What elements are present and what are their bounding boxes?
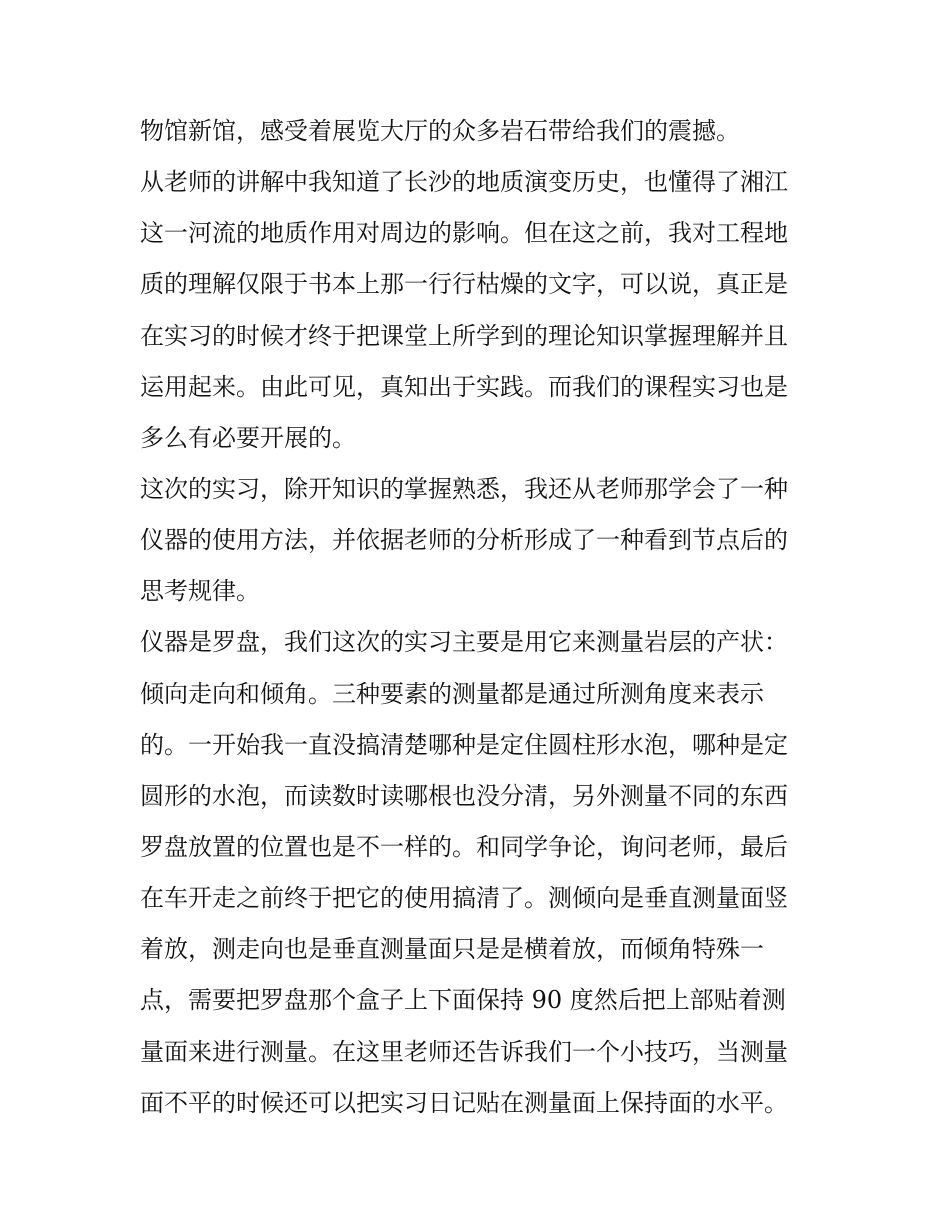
text-line: 着放，测走向也是垂直测量面只是是横着放，而倾角特殊一 xyxy=(140,935,764,964)
text-line: 倾向走向和倾角。三种要素的测量都是通过所测角度来表示 xyxy=(140,679,764,708)
text-line: 仪器是罗盘，我们这次的实习主要是用它来测量岩层的产状： xyxy=(140,628,788,657)
text-line: 多么有必要开展的。 xyxy=(140,423,356,452)
text-line: 思考规律。 xyxy=(140,577,260,606)
text-line: 从老师的讲解中我知道了长沙的地质演变历史，也懂得了湘江 xyxy=(140,168,788,197)
text-line: 圆形的水泡，而读数时读哪根也没分清，另外测量不同的东西 xyxy=(140,781,788,810)
text-line: 质的理解仅限于书本上那一行行枯燥的文字，可以说，真正是 xyxy=(140,270,788,299)
text-line: 在实习的时候才终于把课堂上所学到的理论知识掌握理解并且 xyxy=(140,321,788,350)
text-line: 面不平的时候还可以把实习日记贴在测量面上保持面的水平。 xyxy=(140,1088,788,1117)
text-line: 仪器的使用方法，并依据老师的分析形成了一种看到节点后的 xyxy=(140,526,788,555)
text-line: 罗盘放置的位置也是不一样的。和同学争论，询问老师，最后 xyxy=(140,832,788,861)
text-line: 点，需要把罗盘那个盒子上下面保持 90 度然后把上部贴着测 xyxy=(140,986,786,1015)
text-line: 在车开走之前终于把它的使用搞清了。测倾向是垂直测量面竖 xyxy=(140,884,788,913)
text-line: 的。一开始我一直没搞清楚哪种是定住圆柱形水泡，哪种是定 xyxy=(140,730,788,759)
body-text xyxy=(140,110,820,1133)
text-line: 物馆新馆，感受着展览大厅的众多岩石带给我们的震撼。 xyxy=(140,117,740,145)
text-line: 运用起来。由此可见，真知出于实践。而我们的课程实习也是 xyxy=(140,372,788,401)
text-line: 量面来进行测量。在这里老师还告诉我们一个小技巧，当测量 xyxy=(140,1037,788,1066)
text-line: 这一河流的地质作用对周边的影响。但在这之前，我对工程地 xyxy=(140,219,788,248)
text-line: 这次的实习，除开知识的掌握熟悉，我还从老师那学会了一种 xyxy=(140,474,788,503)
